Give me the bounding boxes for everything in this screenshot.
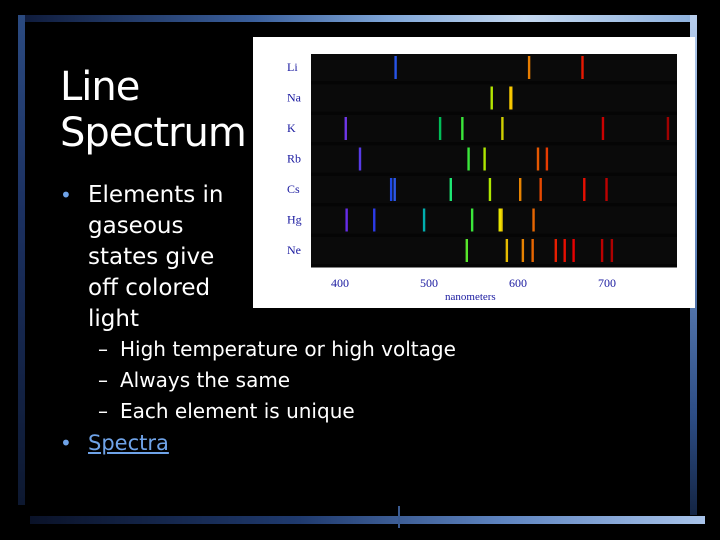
element-label: Cs — [287, 182, 300, 196]
spectrum-strip — [311, 85, 677, 112]
emission-line — [510, 87, 512, 110]
sub-bullet-item — [98, 365, 518, 396]
emission-line — [522, 239, 524, 262]
element-label: Na — [287, 90, 301, 105]
sub-bullet-list — [98, 334, 518, 427]
title-line-1: Line — [60, 64, 140, 110]
axis-tick-label: 600 — [509, 276, 527, 290]
element-label: Li — [287, 60, 298, 74]
emission-line — [605, 178, 607, 201]
emission-line — [345, 209, 347, 232]
emission-line — [466, 239, 468, 262]
sub-bullet-item — [98, 396, 518, 427]
left-decorative-bar — [18, 15, 25, 505]
emission-line — [546, 148, 548, 171]
element-label: Rb — [287, 151, 302, 166]
spectrum-strip — [311, 54, 677, 81]
emission-line — [555, 239, 557, 262]
emission-line — [601, 239, 603, 262]
spectrum-strip — [311, 115, 677, 142]
emission-line — [528, 56, 530, 79]
bullet-icon: • — [60, 183, 72, 207]
sub-bullet-text: Each element is unique — [120, 399, 355, 423]
emission-line — [345, 117, 347, 140]
emission-line — [373, 209, 375, 232]
emission-spectrum-image — [253, 37, 695, 308]
emission-line — [531, 239, 533, 262]
spectra-link[interactable]: Spectra — [88, 431, 169, 455]
sub-bullet-item — [98, 334, 518, 365]
spectrum-strip — [311, 146, 677, 173]
spectrum-svg — [253, 37, 695, 308]
emission-line — [581, 56, 583, 79]
emission-line — [506, 239, 508, 262]
emission-line — [539, 178, 541, 201]
sub-bullet-text: High temperature or high voltage — [120, 337, 456, 361]
emission-line — [501, 117, 503, 140]
bullet-text: Elements in gaseous states give off colored light — [88, 182, 224, 332]
bottom-decorative-bar — [30, 516, 705, 524]
spectrum-strip — [311, 207, 677, 234]
title-line-2: Spectrum — [60, 110, 246, 156]
emission-line — [394, 178, 396, 201]
emission-line — [483, 148, 485, 171]
element-label: Hg — [287, 212, 302, 227]
dash-icon: – — [98, 368, 108, 392]
axis-tick-label: 400 — [331, 276, 349, 290]
dash-icon: – — [98, 337, 108, 361]
emission-line — [491, 87, 493, 110]
emission-line — [532, 209, 534, 232]
emission-line — [461, 117, 463, 140]
axis-label: nanometers — [445, 291, 496, 303]
emission-line — [519, 178, 521, 201]
emission-line — [500, 209, 502, 232]
element-label: Ne — [287, 243, 301, 257]
emission-line — [602, 117, 604, 140]
emission-line — [471, 209, 473, 232]
spectrum-strip — [311, 176, 677, 203]
dash-icon: – — [98, 399, 108, 423]
emission-line — [537, 148, 539, 171]
emission-line — [572, 239, 574, 262]
sub-bullet-text: Always the same — [120, 368, 291, 392]
emission-line — [450, 178, 452, 201]
emission-line — [439, 117, 441, 140]
emission-line — [611, 239, 613, 262]
bullet-icon: • — [60, 431, 72, 455]
emission-line — [583, 178, 585, 201]
top-decorative-bar — [18, 15, 693, 22]
axis-tick-label: 500 — [420, 276, 438, 290]
element-label: K — [287, 121, 296, 135]
emission-line — [467, 148, 469, 171]
spectrum-strip — [311, 237, 677, 264]
emission-line — [423, 209, 425, 232]
emission-line — [564, 239, 566, 262]
emission-line — [394, 56, 396, 79]
emission-line — [390, 178, 392, 201]
emission-line — [359, 148, 361, 171]
emission-line — [489, 178, 491, 201]
bottom-decorative-tick — [398, 506, 400, 528]
emission-line — [667, 117, 669, 140]
axis-tick-label: 700 — [598, 276, 616, 290]
